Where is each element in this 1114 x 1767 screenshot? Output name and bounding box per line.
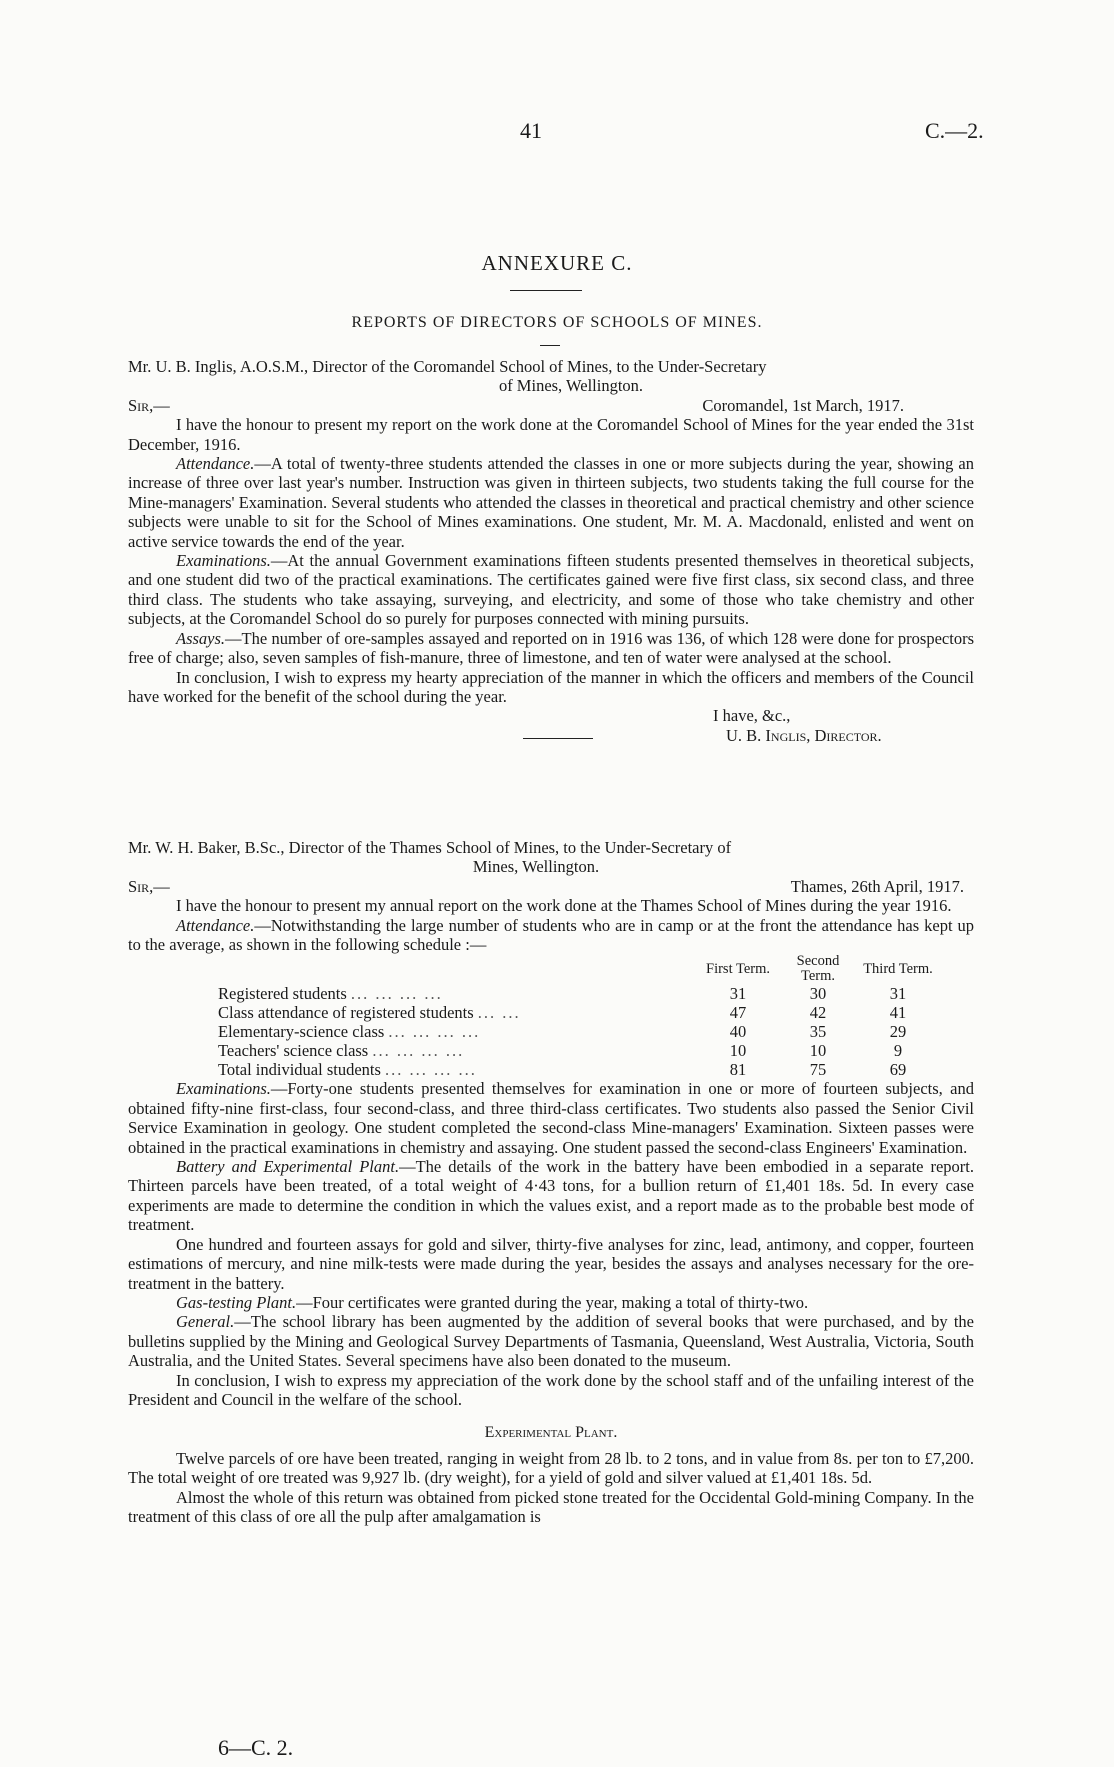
row-value: 47 [729,1003,747,1023]
report2-battery: Battery and Experimental Plant.—The details of the work in the battery have been embodied in a separate report. Thirteen parcels have been treated, of a total weight of 4·43 tons, for a bullion return of £1,401 18s. 5d. In every case experiments are made to determine the condition in which the values exist, and a report made as to the probable best mode of treatment. [128,1157,974,1235]
report1-signature-row [128,726,974,745]
signature-mark: 6—C. 2. [218,1735,294,1760]
report2-address-cont: Mines, Wellington. [472,857,600,877]
report-thames [128,838,974,1526]
table-row: Teachers' science class ... ... ... ... 10 10 9 [218,1041,938,1060]
report2-attendance: Attendance.—Notwithstanding the large number of students who are in camp or at the front the attendance has kept up to the average, as shown in the following schedule :— [128,915,974,955]
attendance-schedule [218,954,938,1079]
row-label: Total individual students [218,1060,381,1080]
report1-rule [523,738,593,739]
report2-gas-testing: Gas-testing Plant.—Four certificates were granted during the year, making a total of thirty-two. [176,1292,809,1312]
report1-examinations: Examinations.—At the annual Government examinations fifteen students presented themselves in theoretical subjects, and one student did two of the practical examinations. The certificates gained were five first class, six second class, and three third class. The students who take assaying, surveying, and electricity, and some of those who take chemistry and other subjects, at the Coromandel School do so purely for purposes connected with mining pursuits. [128,551,974,629]
row-value: 81 [729,1060,747,1080]
report1-attendance: Attendance.—A total of twenty-three students attended the classes in one or more subjects during the year, showing an increase of three over last year's number. Instruction was given in thirteen subjects, two students taking the full course for the Mine-managers' Examination. Several students who attended the classes in theoretical and practical chemistry and other science subjects were unable to sit for the School of Mines examinations. One student, Mr. M. A. Macdonald, enlisted and went on active service towards the end of the year. [128,454,974,551]
row-value: 35 [809,1022,827,1042]
report1-salutation: Sir,— [128,395,170,415]
schedule-header-first: First Term. [706,960,770,977]
experimental-plant-heading: Experimental Plant. [484,1424,618,1442]
report1-place-date: Coromandel, 1st March, 1917. [702,395,904,415]
table-row: Class attendance of registered students ... ... 47 42 41 [218,1003,938,1022]
row-value: 75 [809,1060,827,1080]
row-value: 42 [809,1003,827,1023]
section-title: REPORTS OF DIRECTORS OF SCHOOLS OF MINES. [351,314,763,331]
section-rule [540,345,560,346]
schedule-header-third: Third Term. [863,960,933,977]
document-code: C.—2. [925,118,984,143]
title-rule [510,290,582,291]
report-coromandel [128,357,974,745]
report1-signature: U. B. Inglis, Director. [726,725,882,745]
schedule-header-second: Second Term. [796,953,840,985]
page-number: 41 [520,118,542,143]
row-label: Class attendance of registered students [218,1003,474,1023]
report2-assays: One hundred and fourteen assays for gold and silver, thirty-five analyses for zinc, lead, antimony, and copper, fourteen estimations of mercury, and nine milk-tests were made during the year, besides the assays and analyses necessary for the ore-treatment in the battery. [128,1234,974,1293]
row-value: 41 [889,1003,907,1023]
row-value: 10 [809,1041,827,1061]
report2-place-date: Thames, 26th April, 1917. [790,876,964,896]
report1-address-cont: of Mines, Wellington. [498,376,644,396]
row-value: 31 [729,984,747,1004]
report2-address: Mr. W. H. Baker, B.Sc., Director of the Thames School of Mines, to the Under-Secretary of [128,838,732,857]
report1-address: Mr. U. B. Inglis, A.O.S.M., Director of the Coromandel School of Mines, to the Under-Secretary [128,357,767,376]
row-label: Elementary-science class [218,1022,385,1042]
table-row: Registered students ... ... ... ... 31 30 31 [218,984,938,1003]
report2-salutation-row [128,877,974,896]
row-value: 30 [809,984,827,1004]
row-value: 69 [889,1060,907,1080]
report1-closing: I have, &c., [713,706,791,726]
report2-examinations: Examinations.—Forty-one students presented themselves for examination in one or more of fourteen subjects, and obtained fifty-nine first-class, four second-class, and three third-class certificates. Two students also passed the Senior Civil Service Examination in geology. One student completed the second-class Mine-managers' Examination. Sixteen passes were obtained in the practical examinations in chemistry and assaying. One student passed the second-class Engineers' Examination. [128,1079,974,1157]
row-value: 29 [889,1022,907,1042]
row-value: 10 [729,1041,747,1061]
report1-intro: I have the honour to present my report on the work done at the Coromandel School of Mines for the year ended the 31st December, 1916. [128,415,974,454]
row-label: Teachers' science class [218,1041,369,1061]
row-value: 9 [893,1041,903,1061]
report2-salutation: Sir,— [128,876,170,896]
schedule-header-row [218,954,938,984]
report2-general: General.—The school library has been augmented by the addition of several books that were purchased, and by the bulletins supplied by the Mining and Geological Survey Departments of Tasmania, Queensland, West Australia, Victoria, South Australia, and the United States. Several specimens have also been donated to the museum. [128,1312,974,1371]
report1-salutation-row [128,396,974,415]
report1-assays: Assays.—The number of ore-samples assayed and reported on in 1916 was 136, of which 128 were done for prospectors free of charge; also, seven samples of fish-manure, three of limestone, and ten of water were analysed at the school. [128,628,974,668]
annexure-title: ANNEXURE C. [481,251,633,275]
row-label: Registered students [218,984,347,1004]
row-value: 40 [729,1022,747,1042]
row-value: 31 [889,984,907,1004]
report2-conclusion: In conclusion, I wish to express my appreciation of the work done by the school staff and of the unfailing interest of the President and Council in the welfare of the school. [128,1370,974,1409]
table-row: Total individual students ... ... ... ... 81 75 69 [218,1060,938,1079]
experimental-para2: Almost the whole of this return was obtained from picked stone treated for the Occidental Gold-mining Company. In the treatment of this class of ore all the pulp after amalgamation is [128,1487,974,1526]
experimental-para1: Twelve parcels of ore have been treated, ranging in weight from 28 lb. to 2 tons, and in value from 8s. per ton to £7,200. The total weight of ore treated was 9,927 lb. (dry weight), for a yield of gold and silver valued at £1,401 18s. 5d. [128,1448,974,1488]
report2-intro: I have the honour to present my annual report on the work done at the Thames School of Mines during the year 1916. [176,896,952,916]
report1-conclusion: In conclusion, I wish to express my hearty appreciation of the manner in which the officers and members of the Council have worked for the benefit of the school during the year. [128,667,974,706]
table-row: Elementary-science class ... ... ... ... 40 35 29 [218,1022,938,1041]
